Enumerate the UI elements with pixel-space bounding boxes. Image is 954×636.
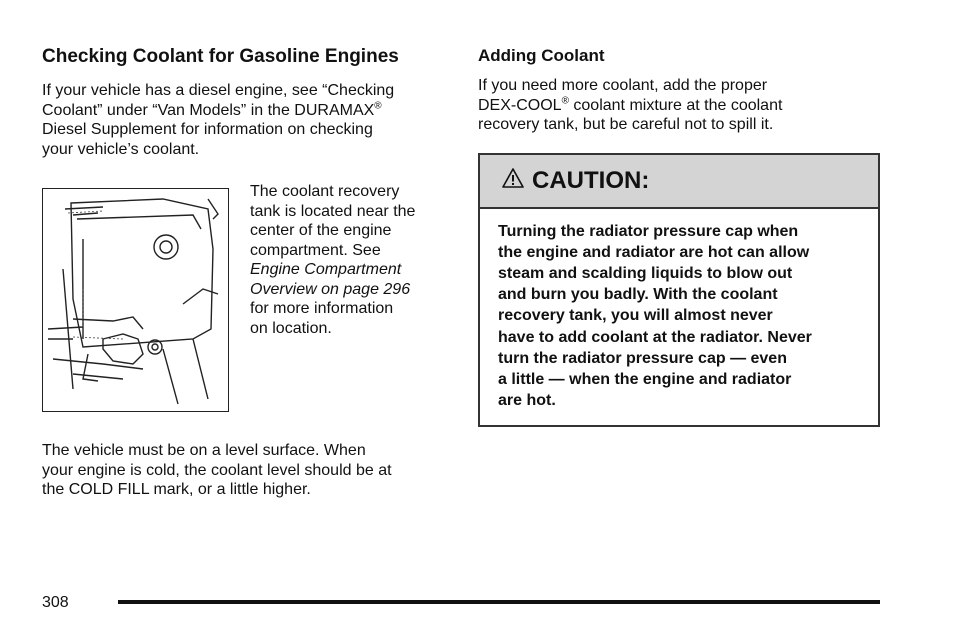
page-number: 308 (42, 594, 69, 611)
figure-row (42, 183, 442, 416)
left-column (42, 46, 442, 500)
page-reference-link[interactable]: Engine Compartment Overview on page 296 (250, 261, 411, 298)
footer-rule (118, 600, 880, 604)
caution-header (480, 155, 878, 209)
right-column (478, 46, 880, 427)
intro-paragraph: If your vehicle has a diesel engine, see “Checking Coolant” under “Van Models” in the DURAMAX® Diesel Supplement for information on checking your vehicle’s coolant. (42, 82, 395, 158)
level-paragraph: The vehicle must be on a level surface. When your engine is cold, the coolant level should be at the COLD FILL mark, or a little higher. (42, 442, 392, 498)
figure-caption: The coolant recovery tank is located near the center of the engine compartment. See Engine Compartment Overview on page 296 for more information on location. (250, 183, 416, 337)
adding-coolant-heading: Adding Coolant (478, 46, 605, 65)
caution-box (478, 153, 880, 428)
caution-text: Turning the radiator pressure cap when the engine and radiator are hot can allow steam and scalding liquids to blow out and burn you badly. With the coolant recovery tank, you will almost never have to add coolant at the radiator. Never turn the radiator pressure cap — even a little — when the engine and radiator are hot. (498, 222, 812, 410)
caution-title: CAUTION: (532, 166, 650, 194)
section-heading: Checking Coolant for Gasoline Engines (42, 46, 399, 67)
adding-coolant-paragraph: If you need more coolant, add the proper DEX-COOL® coolant mixture at the coolant recovery tank, but be careful not to spill it. (478, 77, 783, 133)
registered-mark: ® (374, 100, 382, 112)
coolant-tank-illustration (42, 188, 229, 412)
warning-triangle-icon (502, 167, 524, 194)
registered-mark: ® (561, 95, 569, 107)
